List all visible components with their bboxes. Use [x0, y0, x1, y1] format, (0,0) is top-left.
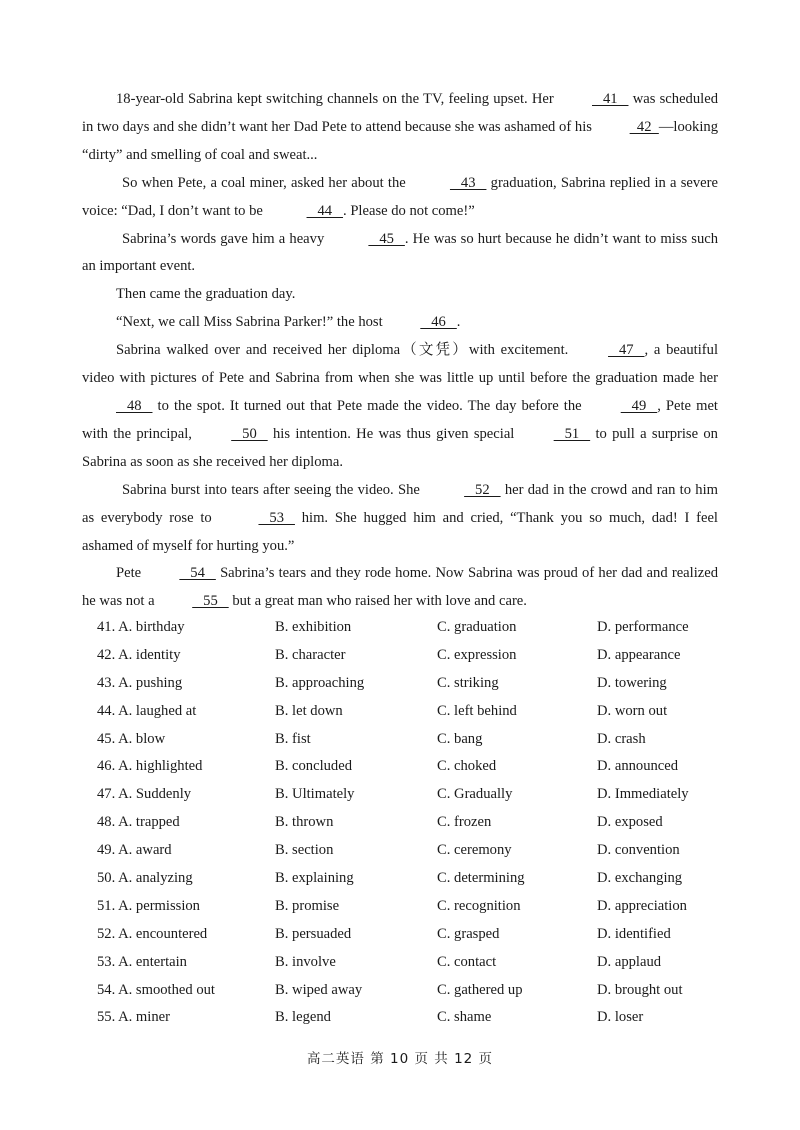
option-row-49 [97, 837, 737, 865]
option-d: D. appreciation [597, 897, 687, 914]
option-b: B. wiped away [275, 981, 363, 998]
option-d: D. performance [597, 619, 689, 635]
blank-48: 48 [116, 397, 153, 414]
blank-49: 49 [620, 397, 658, 414]
option-b: B. promise [275, 897, 340, 914]
text: Sabrina’s tears and they rode home. Now Sabrina was proud of her dad and realized he was not a [82, 565, 719, 610]
text: to pull a surprise on Sabrina as soon as she received her diploma. [82, 425, 718, 470]
option-c: C. recognition [437, 897, 521, 914]
option-a: 54. A. smoothed out [97, 981, 215, 998]
option-d: D. identified [597, 925, 671, 942]
text: . Please do not come!” [343, 202, 475, 219]
option-c: C. ceremony [437, 842, 512, 859]
option-a: 48. A. trapped [97, 814, 180, 831]
option-b: B. involve [275, 953, 336, 970]
option-d: D. exposed [597, 814, 663, 831]
option-c: C. grasped [437, 925, 500, 942]
option-c: C. striking [437, 674, 499, 691]
option-b: B. let down [275, 702, 343, 719]
option-b: B. concluded [275, 758, 353, 775]
option-d: D. exchanging [597, 870, 683, 887]
option-b: B. thrown [275, 814, 334, 831]
text: 18-year-old Sabrina kept switching channels on the TV, feeling upset. Her [116, 91, 558, 107]
option-d: D. loser [597, 1009, 644, 1026]
text: but a great man who raised her with love and care. [228, 593, 527, 610]
text: Sabrina burst into tears after seeing the video. She [122, 481, 425, 498]
option-c: C. shame [437, 1009, 492, 1026]
option-row-41 [97, 614, 737, 642]
option-a: 46. A. highlighted [97, 758, 203, 775]
option-c: C. expression [437, 646, 517, 663]
blank-51: 51 [553, 425, 591, 442]
text: to the spot. It turned out that Pete made the video. The day before the [152, 397, 587, 414]
option-c: C. Gradually [437, 786, 513, 803]
text: Sabrina’s words gave him a heavy [122, 230, 329, 247]
option-c: C. graduation [437, 619, 517, 635]
text: —looking “dirty” and smelling of coal and sweat... [82, 118, 718, 163]
text: , Pete met with the principal, [82, 397, 718, 442]
option-d: D. crash [597, 730, 646, 747]
blank-45: 45 [368, 230, 405, 247]
option-b: B. approaching [275, 674, 365, 691]
paragraph-4: Then came the graduation day. [116, 286, 296, 303]
option-a: 47. A. Suddenly [97, 786, 192, 803]
blank-42: 42 [629, 118, 659, 135]
option-c: C. bang [437, 730, 483, 747]
blank-41: 41 [592, 91, 629, 107]
option-c: C. left behind [437, 702, 517, 719]
option-b: B. legend [275, 1009, 331, 1026]
option-d: D. brought out [597, 981, 683, 998]
blank-46: 46 [420, 314, 457, 331]
option-a: 53. A. entertain [97, 953, 187, 970]
text: Sabrina walked over and received her diploma（文凭）with excitement. [116, 342, 575, 359]
blank-55: 55 [192, 593, 229, 610]
answer-options [97, 614, 737, 1032]
option-a: 43. A. pushing [97, 674, 183, 691]
text: So when Pete, a coal miner, asked her about the [122, 174, 410, 191]
option-d: D. worn out [597, 702, 668, 719]
paragraph-8 [82, 560, 718, 616]
text: his intention. He was thus given special [267, 425, 520, 442]
option-row-52 [97, 921, 737, 949]
option-a: 51. A. permission [97, 897, 200, 914]
option-row-48 [97, 809, 737, 837]
option-b: B. fist [275, 730, 311, 747]
paragraph-7 [82, 477, 718, 561]
blank-43: 43 [449, 174, 487, 191]
paragraph-6 [82, 337, 718, 477]
blank-44: 44 [306, 202, 344, 219]
option-a: 42. A. identity [97, 646, 181, 663]
option-row-43 [97, 670, 737, 698]
text: , a beautiful video with pictures of Pete and Sabrina from when she was little up until before the graduation made her [82, 342, 718, 387]
option-b: B. explaining [275, 870, 354, 887]
paragraph-5 [82, 309, 718, 337]
option-a: 49. A. award [97, 842, 172, 859]
paragraph-1 [82, 86, 718, 170]
text: her dad in the crowd and ran to him as everybody rose to [82, 481, 718, 526]
option-b: B. character [275, 646, 346, 663]
option-b: B. persuaded [275, 925, 352, 942]
option-b: B. exhibition [275, 619, 352, 635]
text: . [456, 314, 461, 331]
blank-50: 50 [231, 425, 268, 442]
option-row-44 [97, 698, 737, 726]
option-row-55 [97, 1004, 737, 1032]
blank-47: 47 [608, 342, 645, 359]
text: “Next, we call Miss Sabrina Parker!” the host [116, 314, 387, 331]
option-row-45 [97, 726, 737, 754]
option-row-53 [97, 949, 737, 977]
option-a: 55. A. miner [97, 1009, 170, 1026]
blank-53: 53 [258, 509, 295, 526]
option-d: D. appearance [597, 646, 681, 663]
option-d: D. applaud [597, 953, 662, 970]
option-c: C. choked [437, 758, 497, 775]
option-c: C. determining [437, 870, 525, 887]
option-a: 44. A. laughed at [97, 702, 197, 719]
option-a: 45. A. blow [97, 730, 166, 747]
text: Pete [116, 565, 146, 582]
option-a: 41. A. birthday [97, 619, 185, 635]
paragraph-3 [82, 226, 718, 282]
text: him. She hugged him and cried, “Thank you so much, dad! I feel ashamed of myself for hurting you.” [82, 509, 718, 554]
option-d: D. Immediately [597, 786, 689, 803]
option-c: C. gathered up [437, 981, 523, 998]
text: graduation, Sabrina replied in a severe voice: “Dad, I don’t want to be [82, 174, 718, 219]
option-a: 50. A. analyzing [97, 870, 193, 887]
paragraph-2 [82, 170, 718, 226]
option-b: B. Ultimately [275, 786, 355, 803]
option-d: D. convention [597, 842, 680, 859]
blank-52: 52 [464, 481, 501, 498]
option-b: B. section [275, 842, 334, 859]
option-row-47 [97, 781, 737, 809]
option-row-42 [97, 642, 737, 670]
option-d: D. announced [597, 758, 679, 775]
blank-54: 54 [179, 565, 216, 582]
text: was scheduled in two days and she didn’t want her Dad Pete to attend because she was ashamed of his [82, 91, 718, 135]
option-d: D. towering [597, 674, 667, 691]
text: . He was so hurt because he didn’t want to miss such an important event. [82, 230, 719, 275]
option-row-51 [97, 893, 737, 921]
option-row-46 [97, 753, 737, 781]
page-footer: 高二英语 第 10 页 共 12 页 [306, 1051, 494, 1067]
cloze-passage [82, 86, 718, 616]
option-c: C. contact [437, 953, 497, 970]
option-a: 52. A. encountered [97, 925, 208, 942]
option-row-54 [97, 977, 737, 1005]
option-row-50 [97, 865, 737, 893]
option-c: C. frozen [437, 814, 492, 831]
